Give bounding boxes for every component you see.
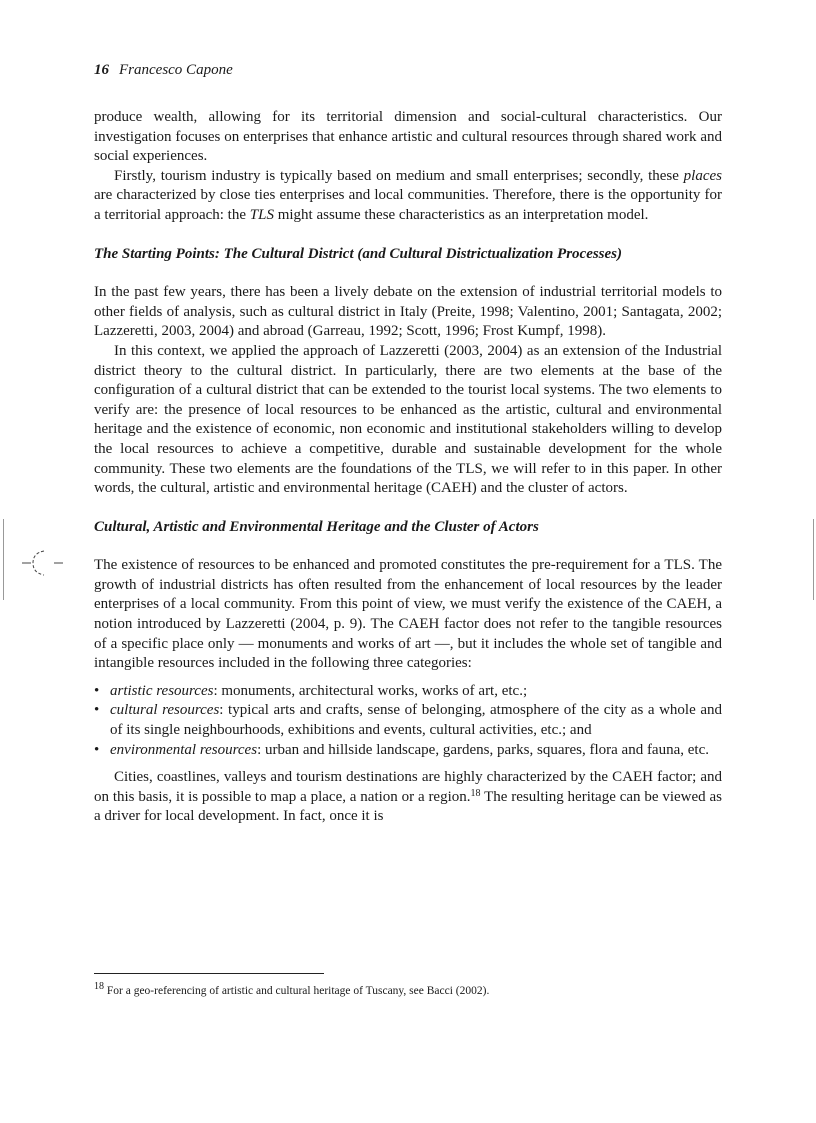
- footnote-ref[interactable]: 18: [470, 787, 481, 799]
- list-item: [94, 741, 722, 761]
- text-run: The resulting heritage can be viewed as a driver for local development. In fact, once it is: [94, 788, 722, 825]
- paragraph: In this context, we applied the approach of Lazzeretti (2003, 2004) as an extension of the Industrial district theory to the cultural district. In particularly, there are two elements at the base of the configuration of a cultural district that can be extended to the tourist local systems. The two elements to verify are: the presence of local resources to be enhanced as the artistic, cultural and environmental heritage and the existence of economic, non economic and institutional stakeholders willing to develop the local resources to achieve a competitive, durable and sustainable development for the whole community. These two elements are the foundations of the TLS, we will refer to in this paper. In other words, the cultural, artistic and environmental heritage (CAEH) and the cluster of actors.: [94, 342, 722, 497]
- text-run: Cities, coastlines, valleys and tourism destinations are highly characterized by the CAEH factor; and on this basis, it is possible to map a place, a nation or a region.: [94, 769, 722, 805]
- paragraph: [94, 768, 722, 827]
- list-text: : monuments, architectural works, works of art, etc.;: [213, 682, 528, 699]
- footnote: [94, 981, 722, 999]
- running-header: [94, 62, 233, 79]
- page-number: 16: [94, 62, 109, 78]
- footnote-number: 18: [94, 981, 104, 992]
- bullet-list: [94, 682, 722, 760]
- text-run: might assume these characteristics as an interpretation model.: [273, 206, 649, 223]
- body-text: [94, 108, 722, 827]
- list-term: cultural resources: [110, 702, 220, 719]
- text-run: Firstly, tourism industry is typically based on medium and small enterprises; secondly, these: [114, 167, 684, 184]
- footnote-text: For a geo-referencing of artistic and cultural heritage of Tuscany, see Bacci (2002).: [104, 985, 490, 997]
- list-term: environmental resources: [110, 741, 258, 758]
- emphasis: places: [683, 167, 722, 184]
- paragraph: produce wealth, allowing for its territorial dimension and social-cultural characteristics. Our investigation focuses on enterprises that enhance artistic and cultural resources through shared work and social experiences.: [94, 109, 722, 165]
- paragraph: [94, 167, 722, 226]
- list-term: artistic resources: [110, 682, 214, 699]
- emphasis: TLS: [249, 206, 274, 223]
- left-margin-line: [3, 519, 4, 600]
- list-text: : urban and hillside landscape, gardens, parks, squares, flora and fauna, etc.: [257, 741, 709, 758]
- right-margin-line: [813, 519, 814, 600]
- section-heading: Cultural, Artistic and Environmental Heritage and the Cluster of Actors: [94, 518, 539, 535]
- text-run: are characterized by close ties enterprises and local communities. Therefore, there is the opportunity for a territorial approach: the: [94, 187, 722, 223]
- footnote-rule: [94, 973, 324, 974]
- paragraph: The existence of resources to be enhanced and promoted constitutes the pre-requirement for a TLS. The growth of industrial districts has often resulted from the enhancement of local resources by the leader enterprises of a local community. From this point of view, we must verify the existence of the CAEH, a notion introduced by Lazzeretti (2004, p. 9). The CAEH factor does not refer to the tangible resources of a specific place only — monuments and works of art —, but it includes the whole set of tangible and intangible resources included in the following three categories:: [94, 557, 722, 672]
- running-author: Francesco Capone: [119, 62, 233, 78]
- list-text: : typical arts and crafts, sense of belonging, atmosphere of the city as a whole and of its single neighbourhoods, exhibitions and events, cultural activities, etc.; and: [110, 702, 722, 739]
- list-item: [94, 701, 722, 740]
- registration-mark-icon: [22, 547, 64, 577]
- paragraph: In the past few years, there has been a lively debate on the extension of industrial territorial models to other fields of analysis, such as cultural district in Italy (Preite, 1998; Valentino, 2001; Santagata, 2002; Lazzeretti, 2003, 2004) and abroad (Garreau, 1992; Scott, 1996; Frost Kumpf, 1998).: [94, 284, 722, 340]
- list-item: [94, 682, 722, 702]
- section-heading: The Starting Points: The Cultural District (and Cultural Districtualization Processes): [94, 245, 623, 262]
